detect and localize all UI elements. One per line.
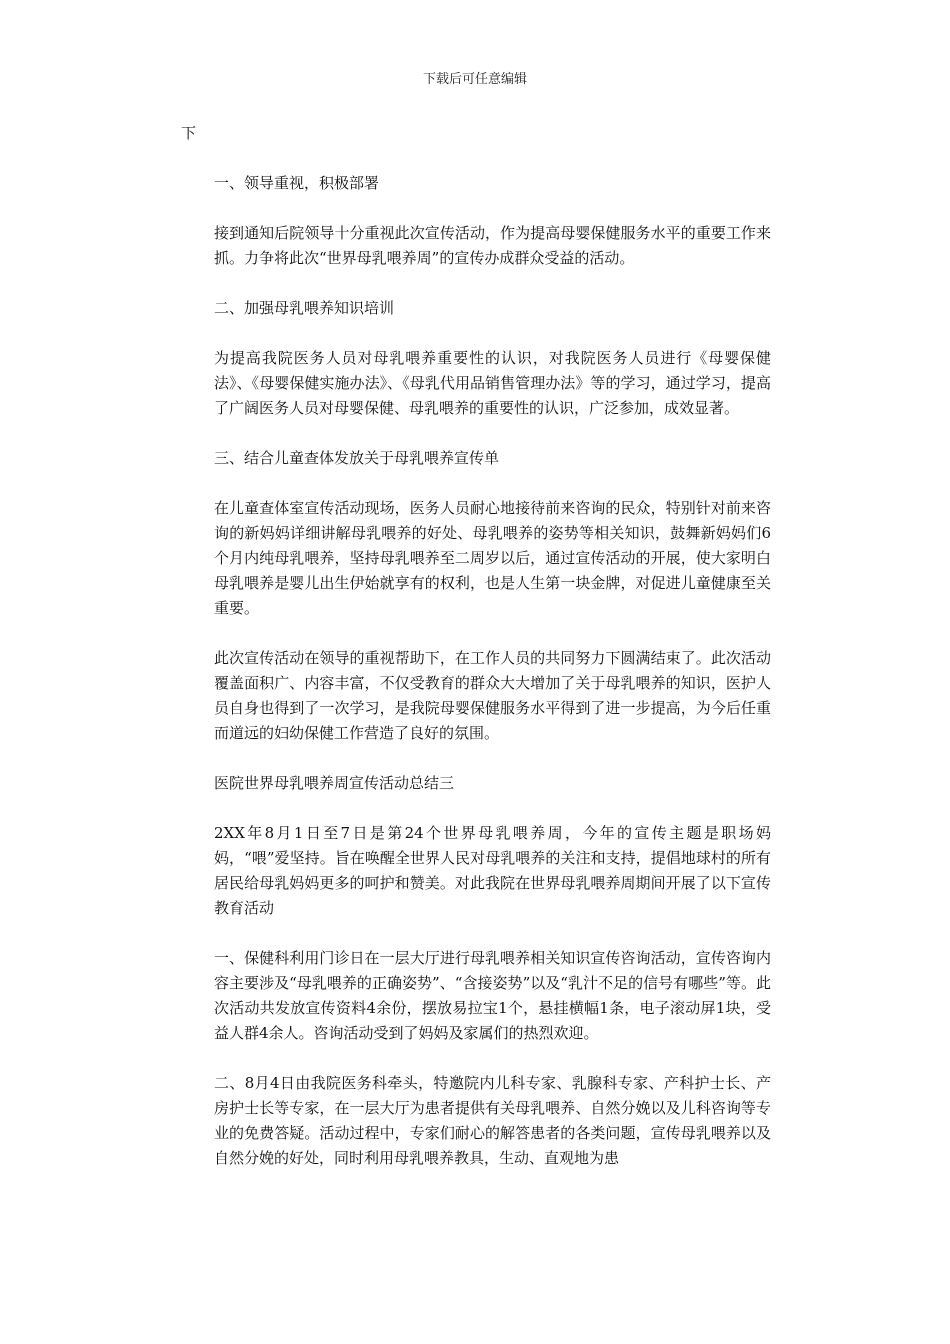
section-heading-1: 一、领导重视，积极部署 xyxy=(214,174,380,192)
paragraph-7: 二、8月4日由我院医务科牵头，特邀院内儿科专家、乳腺科专家、产科护士长、产房护士长等专家，在一层大厅为患者提供有关母乳喂养、自然分娩以及儿科咨询等专业的免费答疑。活动过程中，专家们耐心的解答患者的各类问题，宣传母乳喂养以及自然分娩的好处，同时利用母乳喂养教具，生动、直观地为患 xyxy=(214,1074,771,1167)
paragraph-2: 为提高我院医务人员对母乳喂养重要性的认识，对我院医务人员进行《母婴保健法》、《母婴保健实施办法》、《母乳代用品销售管理办法》等的学习，通过学习，提高了广阔医务人员对母婴保健、母乳喂养的重要性的认识，广泛参加，成效显著。 xyxy=(214,349,771,417)
paragraph-4: 此次宣传活动在领导的重视帮助下，在工作人员的共同努力下圆满结束了。此次活动覆盖面积广、内容丰富，不仅受教育的群众大大增加了关于母乳喂养的知识，医护人员自身也得到了一次学习，是我院母婴保健服务水平得到了进一步提高，为今后任重而道远的妇幼保健工作营造了良好的氛围。 xyxy=(214,649,771,742)
text-fragment: 下 xyxy=(181,124,197,142)
page-header: 下载后可任意编辑 xyxy=(422,72,527,87)
paragraph-6: 一、保健科利用门诊日在一层大厅进行母乳喂养相关知识宣传咨询活动，宣传咨询内容主要涉及“母乳喂养的正确姿势”、“含接姿势”以及“乳汁不足的信号有哪些”等。此次活动共发放宣传资料4余份，摆放易拉宝1个，悬挂横幅1条，电子滚动屏1块，受益人群4余人。咨询活动受到了妈妈及家属们的热烈欢迎。 xyxy=(214,949,771,1042)
section-heading-3: 三、结合儿童查体发放关于母乳喂养宣传单 xyxy=(214,449,500,467)
paragraph-3: 在儿童查体室宣传活动现场，医务人员耐心地接待前来咨询的民众，特别针对前来咨询的新妈妈详细讲解母乳喂养的好处、母乳喂养的姿势等相关知识，鼓舞新妈妈们6个月内纯母乳喂养，坚持母乳喂养至二周岁以后，通过宣传活动的开展，使大家明白母乳喂养是婴儿出生伊始就享有的权利，也是人生第一块金牌，对促进儿童健康至关重要。 xyxy=(214,499,771,617)
paragraph-5: 2XX年8月1日至7日是第24个世界母乳喂养周，今年的宣传主题是职场妈妈，“喂”爱坚持。旨在唤醒全世界人民对母乳喂养的关注和支持，提倡地球村的所有居民给母乳妈妈更多的呵护和赞美。对此我院在世界母乳喂养周期间开展了以下宣传教育活动 xyxy=(214,824,771,917)
document-body xyxy=(181,121,771,1171)
section-heading-2: 二、加强母乳喂养知识培训 xyxy=(214,299,395,317)
paragraph-1: 接到通知后院领导十分重视此次宣传活动，作为提高母婴保健服务水平的重要工作来抓。力争将此次“世界母乳喂养周”的宣传办成群众受益的活动。 xyxy=(214,224,771,267)
section-title: 医院世界母乳喂养周宣传活动总结三 xyxy=(214,774,455,792)
